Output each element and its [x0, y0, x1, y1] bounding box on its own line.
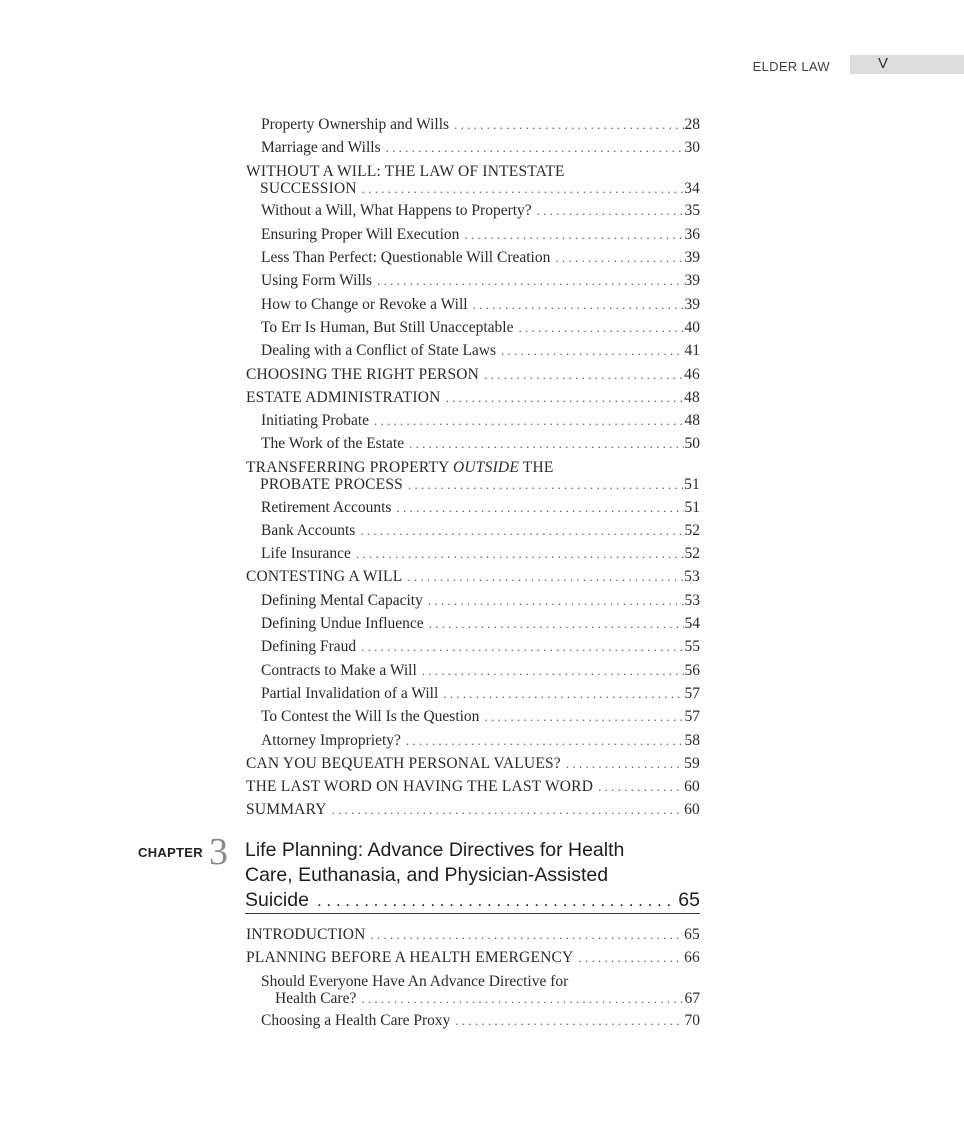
toc-entry-title-continued: SUCCESSION — [260, 179, 357, 197]
dot-leader — [455, 1012, 683, 1029]
toc-entry — [246, 755, 700, 772]
toc-entry-page: 36 — [684, 225, 700, 243]
toc-entry-page: 51 — [684, 475, 700, 493]
toc-entry-page: 39 — [684, 295, 700, 313]
toc-entry-title: TRANSFERRING PROPERTY — [246, 458, 449, 476]
dot-leader — [566, 755, 683, 772]
toc-entry-page: 58 — [684, 731, 700, 749]
toc-entry-title: Choosing a Health Care Proxy — [261, 1012, 451, 1030]
dot-leader — [356, 545, 684, 562]
toc-entry — [261, 973, 700, 1007]
toc-entry-title: Bank Accounts — [261, 521, 356, 539]
toc-entry-title-continued: PROBATE PROCESS — [260, 475, 403, 493]
toc-entry-title: How to Change or Revoke a Will — [261, 295, 468, 313]
toc-entry-page: 57 — [684, 708, 700, 726]
toc-entry — [261, 139, 700, 156]
toc-entry — [261, 342, 700, 359]
dot-leader — [484, 366, 683, 383]
toc-entry-page: 35 — [684, 202, 700, 220]
dot-leader — [537, 202, 684, 219]
toc-entry-title: Dealing with a Conflict of State Laws — [261, 342, 497, 360]
toc-entry-page: 48 — [684, 412, 700, 430]
toc-entry-title: Partial Invalidation of a Will — [261, 684, 439, 702]
dot-leader — [443, 685, 683, 702]
toc-entry-title: Retirement Accounts — [261, 498, 392, 516]
toc-entry-page: 60 — [684, 778, 700, 796]
dot-leader — [361, 990, 683, 1007]
chapter-page-number: 65 — [678, 889, 700, 911]
toc-entry-title: To Contest the Will Is the Question — [261, 708, 480, 726]
toc-entry-title: Marriage and Wills — [261, 139, 381, 157]
page-number: V — [878, 55, 889, 72]
dot-leader — [408, 476, 683, 493]
dot-leader — [406, 732, 684, 749]
chapter-title — [245, 838, 700, 913]
dot-leader — [578, 949, 683, 966]
dot-leader — [386, 139, 684, 156]
toc-entry — [261, 1012, 700, 1029]
toc-entry-page: 40 — [684, 318, 700, 336]
running-head — [0, 55, 964, 75]
toc-entry-page: 34 — [684, 179, 700, 197]
toc-entry-title: Using Form Wills — [261, 272, 373, 290]
toc-entry — [261, 116, 700, 133]
toc-entry-title: Without a Will, What Happens to Property? — [261, 202, 532, 220]
toc-entry-title-continued: Health Care? — [275, 989, 357, 1007]
toc-entry-page: 67 — [684, 989, 700, 1007]
toc-entry — [246, 459, 700, 493]
toc-entry-page: 51 — [684, 498, 700, 516]
dot-leader — [374, 412, 683, 429]
dot-leader — [371, 926, 684, 943]
toc-entry-title: THE — [522, 458, 554, 476]
toc-entry-page: 46 — [684, 365, 700, 383]
chapter-title-line: Life Planning: Advance Directives for Health — [245, 839, 625, 861]
dot-leader — [422, 662, 684, 679]
dot-leader — [361, 638, 683, 655]
toc-entry-title: INTRODUCTION — [246, 926, 366, 943]
toc-entry-title: The Work of the Estate — [261, 435, 405, 453]
dot-leader — [598, 778, 683, 795]
toc-entry-page: 52 — [684, 521, 700, 539]
toc-entry-title: WITHOUT A WILL: THE LAW OF INTESTATE — [246, 162, 565, 180]
toc-entry-title: PLANNING BEFORE A HEALTH EMERGENCY — [246, 949, 574, 967]
toc-entry — [246, 926, 700, 943]
toc-entry-title: CAN YOU BEQUEATH PERSONAL VALUES? — [246, 754, 561, 772]
toc-entry-page: 60 — [684, 801, 700, 819]
toc-entry-page: 52 — [684, 545, 700, 563]
toc-entry-title: Defining Undue Influence — [261, 615, 424, 632]
toc-entry — [261, 685, 700, 702]
dot-leader — [428, 592, 684, 609]
dot-leader — [409, 435, 683, 452]
dot-leader — [332, 801, 683, 818]
toc-entry-page: 50 — [684, 435, 700, 453]
dot-leader — [377, 272, 683, 289]
toc-entry — [246, 801, 700, 818]
toc-entry-title: ESTATE ADMINISTRATION — [246, 388, 441, 406]
dot-leader — [454, 116, 683, 133]
toc-entry — [261, 522, 700, 539]
toc-entry-title: Initiating Probate — [261, 412, 370, 430]
chapter-number: 3 — [209, 831, 228, 873]
dot-leader — [407, 568, 683, 585]
toc-entry-page: 59 — [684, 754, 700, 772]
toc-entry — [261, 662, 700, 679]
toc-entry-page: 66 — [684, 949, 700, 967]
toc-entry-title-italic: OUTSIDE — [453, 458, 519, 476]
dot-leader — [429, 615, 684, 632]
toc-entry — [261, 249, 700, 266]
dot-leader — [473, 296, 684, 313]
toc-entry-page: 48 — [684, 388, 700, 406]
toc-entry — [246, 366, 700, 383]
toc-entry-title: Ensuring Proper Will Execution — [261, 225, 460, 243]
toc-entry — [261, 592, 700, 609]
chapter-label: CHAPTER — [138, 845, 203, 860]
toc-entry-page: 56 — [684, 661, 700, 679]
page-number-bar — [850, 55, 964, 74]
toc-entry — [261, 412, 700, 429]
chapter-rule — [245, 913, 700, 914]
toc-entry-title: Defining Fraud — [261, 638, 357, 656]
toc-entry — [261, 296, 700, 313]
chapter-title-line: Suicide — [245, 889, 309, 911]
toc-entry-page: 53 — [684, 568, 700, 586]
toc-entry-page: 53 — [684, 591, 700, 609]
toc-entry — [246, 778, 700, 795]
toc-entry-title: Attorney Impropriety? — [261, 731, 401, 749]
toc-entry-title: Should Everyone Have An Advance Directive for — [261, 972, 569, 990]
toc-entry — [261, 708, 700, 725]
toc-entry-page: 55 — [684, 638, 700, 656]
chapter-title-line: Care, Euthanasia, and Physician-Assisted — [245, 864, 609, 886]
dot-leader — [362, 180, 683, 197]
toc-entry-page: 65 — [684, 926, 700, 943]
toc-entry — [261, 226, 700, 243]
dot-leader — [317, 888, 677, 913]
toc-entry — [261, 732, 700, 749]
toc-entry-title: Less Than Perfect: Questionable Will Creation — [261, 249, 551, 266]
toc-entry-page: 70 — [684, 1012, 700, 1030]
toc-entry-title: To Err Is Human, But Still Unacceptable — [261, 318, 514, 336]
toc-entry — [261, 545, 700, 562]
toc-entry-title: Defining Mental Capacity — [261, 591, 423, 609]
toc-entry-title: CONTESTING A WILL — [246, 568, 403, 586]
toc-entry — [261, 435, 700, 452]
toc-entry — [261, 615, 700, 632]
dot-leader — [555, 249, 683, 266]
toc-entry — [261, 499, 700, 516]
toc-entry-page: 39 — [684, 272, 700, 290]
toc-entry-title: SUMMARY — [246, 801, 327, 819]
toc-entry-title: Life Insurance — [261, 545, 351, 563]
dot-leader — [396, 499, 683, 516]
toc-entry-title: THE LAST WORD ON HAVING THE LAST WORD — [246, 778, 594, 796]
dot-leader — [360, 522, 683, 539]
toc-entry — [261, 272, 700, 289]
toc-entry-title: Property Ownership and Wills — [261, 116, 450, 133]
dot-leader — [518, 319, 683, 336]
toc-entry — [246, 163, 700, 197]
dot-leader — [446, 389, 684, 406]
toc-entry — [261, 638, 700, 655]
toc-entry-page: 57 — [684, 684, 700, 702]
dot-leader — [464, 226, 683, 243]
toc-entry-title: Contracts to Make a Will — [261, 661, 417, 679]
toc-entry-title: CHOOSING THE RIGHT PERSON — [246, 365, 480, 383]
toc-entry-page: 41 — [684, 342, 700, 360]
toc-entry-page: 30 — [684, 139, 700, 157]
toc-entry — [261, 319, 700, 336]
toc-entry — [246, 568, 700, 585]
toc-entry — [246, 949, 700, 966]
toc-entry — [246, 389, 700, 406]
toc-entry — [261, 202, 700, 219]
dot-leader — [484, 708, 683, 725]
running-head-title: ELDER LAW — [752, 59, 830, 74]
toc-entry-page: 39 — [684, 249, 700, 266]
toc-entry-page: 54 — [684, 615, 700, 632]
toc-entry-page: 28 — [684, 116, 700, 133]
dot-leader — [501, 342, 683, 359]
